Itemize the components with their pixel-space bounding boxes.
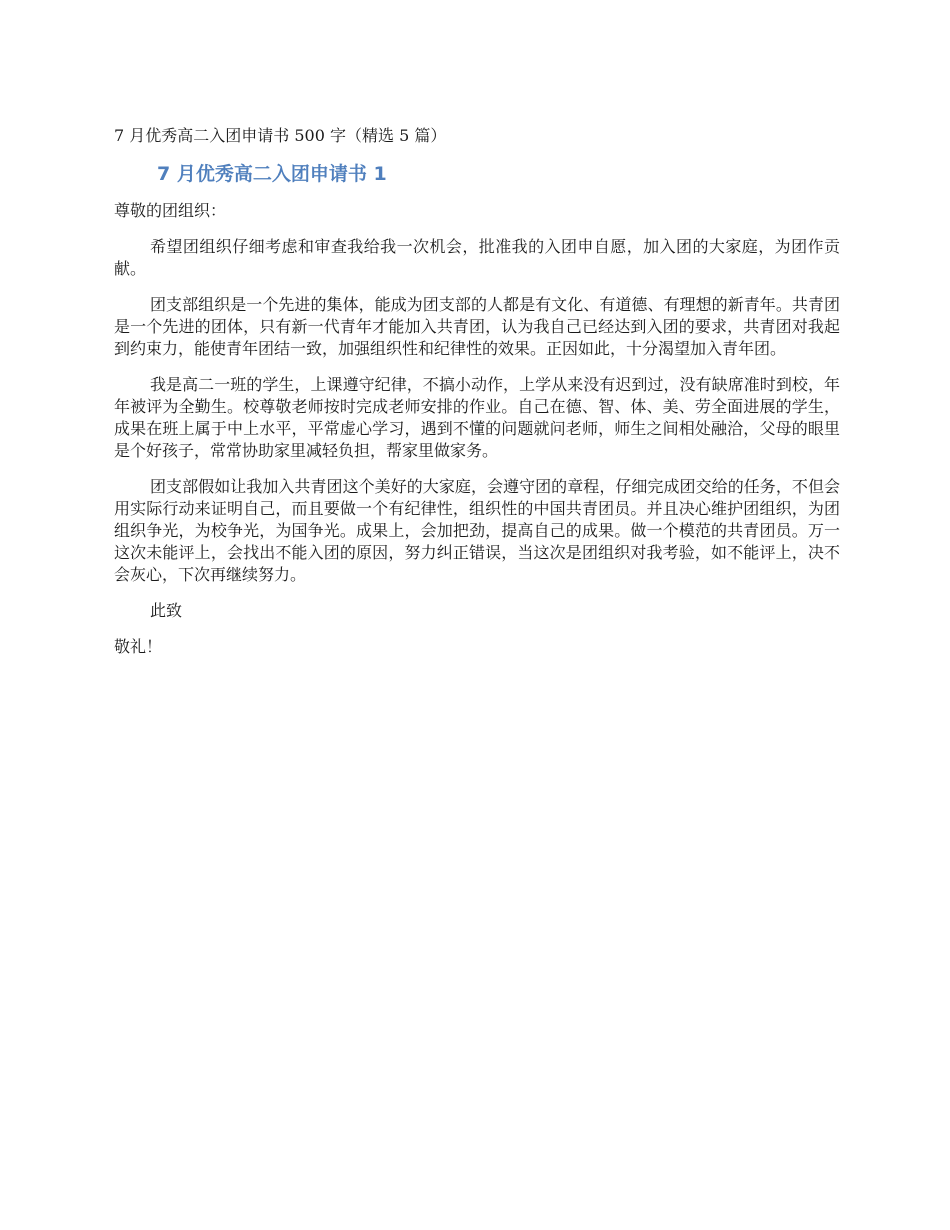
- body-paragraph: 我是高二一班的学生，上课遵守纪律，不搞小动作，上学从来没有迟到过，没有缺席准时到校，年年被评为全勤生。校尊敬老师按时完成老师安排的作业。自己在德、智、体、美、劳全面进展的学生，成果在班上属于中上水平，平常虚心学习，遇到不懂的问题就问老师，师生之间相处融洽，父母的眼里是个好孩子，常常协助家里减轻负担，帮家里做家务。: [114, 375, 840, 460]
- body-paragraph: 团支部假如让我加入共青团这个美好的大家庭，会遵守团的章程，仔细完成团交给的任务，不但会用实际行动来证明自己，而且要做一个有纪律性，组织性的中国共青团员。并且决心维护团组织，为团组织争光，为校争光，为国争光。成果上，会加把劲，提高自己的成果。做一个模范的共青团员。万一这次未能评上，会找出不能入团的原因，努力纠正错误，当这次是团组织对我考验，如不能评上，决不会灰心，下次再继续努力。: [114, 477, 840, 584]
- section-heading: 7 月优秀高二入团申请书 1: [157, 163, 387, 185]
- salutation: 尊敬的团组织：: [114, 201, 227, 220]
- document-page: [114, 124, 840, 658]
- regards-line: 敬礼！: [114, 637, 163, 656]
- body-paragraph: 团支部组织是一个先进的集体，能成为团支部的人都是有文化、有道德、有理想的新青年。共青团是一个先进的团体，只有新一代青年才能加入共青团，认为我自己已经达到入团的要求，共青团对我起到约束力，能使青年团结一致，加强组织性和纪律性的效果。正因如此，十分渴望加入青年团。: [114, 295, 840, 358]
- closing-line: 此致: [150, 601, 183, 620]
- document-title: 7 月优秀高二入团申请书 500 字（精选 5 篇）: [114, 126, 447, 145]
- body-paragraph: 希望团组织仔细考虑和审查我给我一次机会，批准我的入团申自愿，加入团的大家庭，为团作贡献。: [114, 237, 840, 278]
